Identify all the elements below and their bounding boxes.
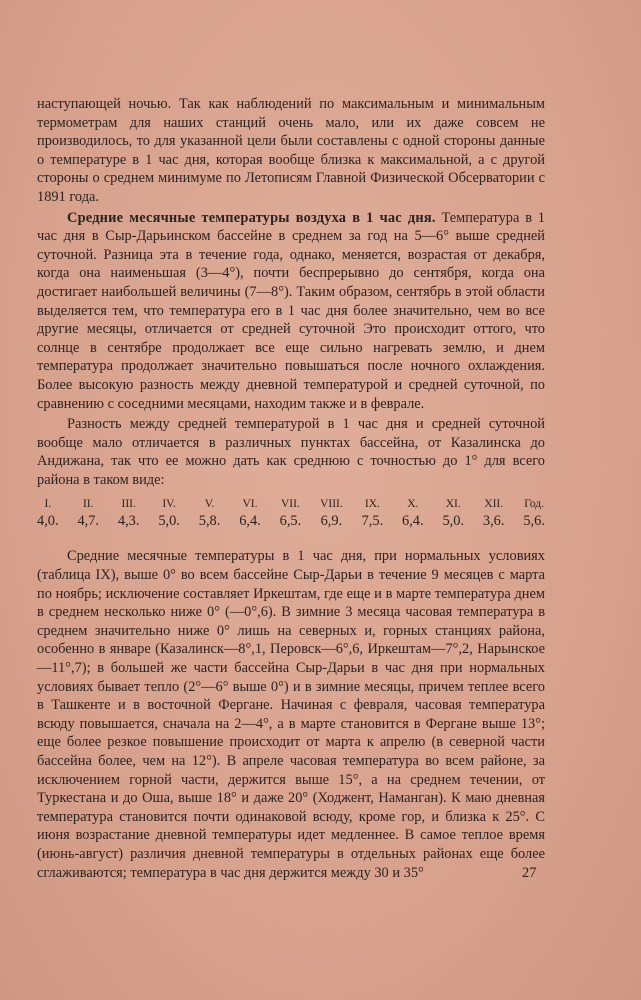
page-number: 27 <box>522 865 537 881</box>
table-value: 4,3. <box>117 513 140 530</box>
table-column <box>158 497 180 531</box>
table-column <box>442 497 464 531</box>
table-column <box>483 497 505 531</box>
table-value: 4,0. <box>37 513 59 530</box>
table-month: IV. <box>162 498 176 511</box>
table-value: 6,9. <box>320 513 343 530</box>
table-value: 5,6. <box>523 513 545 530</box>
table-month: VI. <box>242 498 258 511</box>
table-value: 5,0. <box>442 513 465 530</box>
table-month: II. <box>82 498 94 511</box>
table-month: Год. <box>524 498 545 511</box>
table-column <box>402 497 424 531</box>
table-month: III. <box>121 498 136 511</box>
table-month: VII. <box>281 498 300 511</box>
table-month: IX. <box>364 498 380 511</box>
table-value: 5,0. <box>158 513 180 530</box>
table-month: X. <box>407 498 419 511</box>
table-column <box>523 497 545 531</box>
table-column <box>118 497 140 531</box>
paragraph-section-1pm <box>37 209 545 414</box>
table-month: V. <box>204 498 215 511</box>
paragraph-monthly-temperatures: Средние месячные температуры в 1 час дня, при нормальных условиях (таблица IX), выше 0° во всем бассейне Сыр-Дарьи в течение 9 месяцев с марта по ноябрь; исключение составляет Иркештам, где еще и в марте температура днем в среднем несколько ниже 0° (—0°,6). В зимние 3 месяца часовая температура в среднем значительно ниже 0° лишь на северных и, горных станциях района, особенно в январе (Казалинск—8°,1, Перовск—6°,6, Иркештам—7°,2, Нарынское—11°,7); в большей же части бассейна Сыр-Дарьи в час дня при нормальных условиях бывает тепло (2°—6° выше 0°) и в зимние месяцы, причем теплее всего в Ташкенте и в восточной Фергане. Начиная с февраля, часовая температура всюду повышается, сначала на 2—4°, а в марте становится в Фергане выше 13°; еще более резкое повышение происходит от марта к апрелю (в северной части бассейна более, чем на 12°). В апреле часовая температура во всем районе, за исключением горной части, держится выше 15°, а на среднем течении, от Туркестана и до Оша, выше 18° и даже 20° (Ходжент, Наманган). К маю дневная температура становится почти одинаковой всюду, кроме гор, и близка к 25°. С июня возрастание дневной температуры идет медленнее. В самое теплое время (июнь-август) различия дневной температуры в отдельных районах еще более сглаживаются; температура в час дня держится между 30 и 35° <box>37 548 545 881</box>
table-value: 3,6. <box>482 513 505 530</box>
table-value: 7,5. <box>361 513 384 530</box>
table-column <box>280 497 302 531</box>
table-column <box>320 497 343 531</box>
table-month: VIII. <box>320 498 343 511</box>
section-heading-body: Температура в 1 час дня в Сыр-Дарьинском бассейне в среднем за год на 5—6° выше средней суточной. Разница эта в течение года, однако, меняется, возрастая от декабря, когда она наименьшая (3—4°), почти беспрерывно до сентября, когда она достигает наибольшей величины (7—8°). Таким образом, сентябрь в этой области выделяется тем, что температура его в 1 час дня более значительно, чем во все другие месяцы, отличается от средней суточной Это происходит оттого, что солнце в сентябре продолжает все еще сильно нагревать землю, и днем температура продолжает значительно повышаться после ночного охлаждения. Более высокую разность между дневной температурой и средней суточной, по сравнению с соседними месяцами, находим также и в феврале. <box>37 209 545 412</box>
table-value: 4,7. <box>77 513 100 530</box>
section-heading: Средние месячные температуры воздуха в 1 час дня. <box>67 209 436 226</box>
table-value: 6,4. <box>402 513 424 530</box>
table-column <box>199 497 221 531</box>
table-column <box>37 497 59 531</box>
table-month: I. <box>44 498 52 511</box>
table-month: XI. <box>445 498 461 511</box>
table-value: 6,5. <box>279 513 302 530</box>
table-value: 5,8. <box>198 513 221 530</box>
table-column <box>77 497 99 531</box>
table-value: 6,4. <box>239 513 261 530</box>
paragraph-observations: наступающей ночью. Так как наблюдений по максимальным и минимальным термометрам для наших станций очень мало, или их даже совсем не производилось, то для указанной цели были составлены с одной стороны данные о температуре в 1 час дня, которая вообще близка к максимальной, а с другой стороны о среднем минимуме по Летописям Главной Физической Обсерватории с 1891 года. <box>37 96 545 205</box>
table-month: XII. <box>484 498 504 511</box>
table-column <box>239 497 261 531</box>
table-column <box>362 497 384 531</box>
monthly-difference-table <box>37 497 545 531</box>
paragraph-difference: Разность между средней температурой в 1 час дня и средней суточной вообще мало отличается в различных пунктах бассейна, от Казалинска до Андижана, так что ее можно дать как среднюю с точностью до 1° для всего района в таком виде: <box>37 416 545 488</box>
